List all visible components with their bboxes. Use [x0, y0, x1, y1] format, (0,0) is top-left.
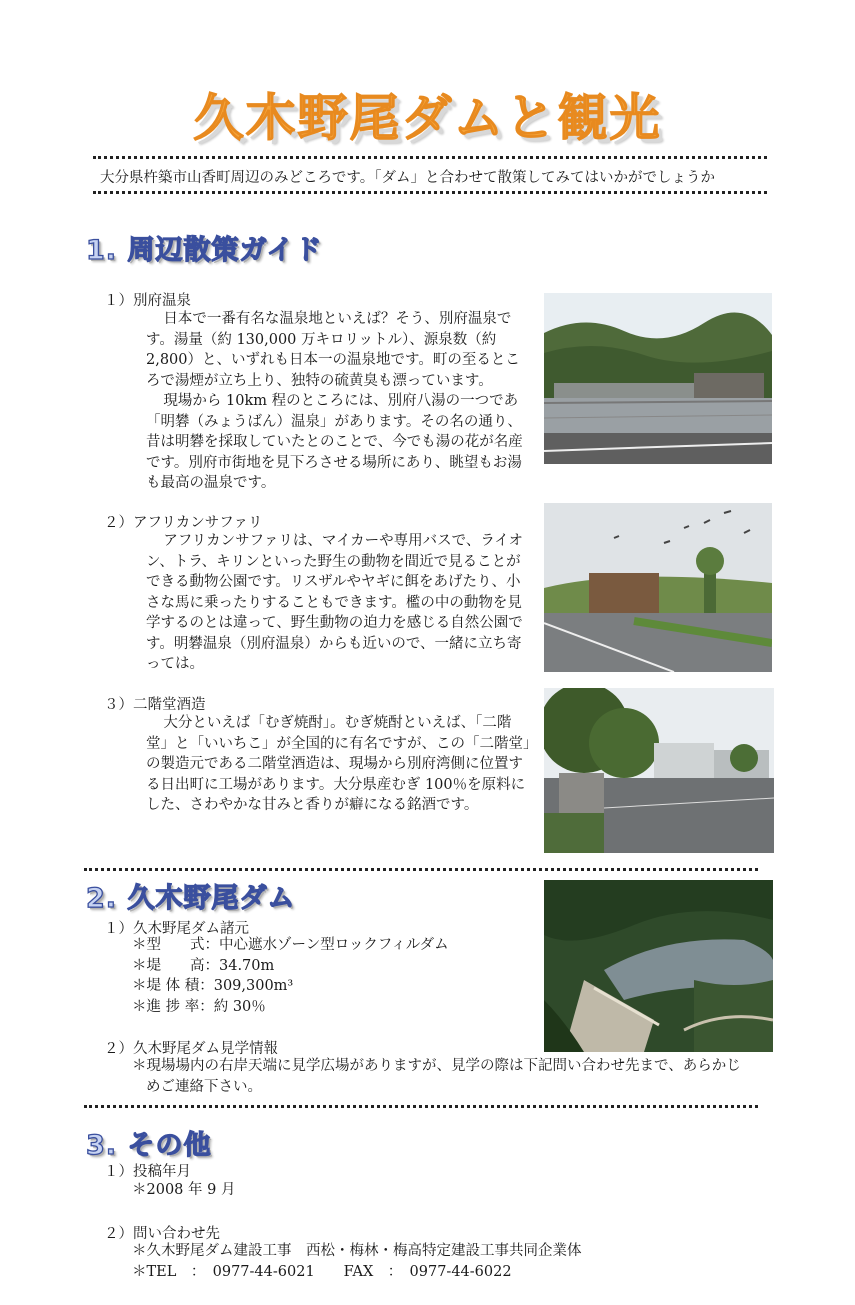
specs-title: １）久木野尾ダム諸元	[104, 921, 249, 937]
divider	[84, 868, 758, 871]
paragraph: アフリカンサファリは、マイカーや専用バスで、ライオン、トラ、キリンといった野生の動物を間近で見ることができる動物公園です。リスザルやヤギに餌をあげたり、小さな馬に乗ったりすることもできます。檻の中の動物を見学するのとは違って、野生動物の迫力を感じる自然公園です。明礬温泉（別府温泉）からも近いので、一緒に立ち寄っては。	[146, 533, 523, 672]
paragraph: 大分といえば「むぎ焼酎」。むぎ焼酎といえば、「二階堂」と「いいちこ」が全国的に有名ですが、この「二階堂」の製造元である二階堂酒造は、現場から別府湾側に位置する日出町に工場があります。大分県産むぎ 100％を原料にした、さわやかな甘みと香りが癖になる銘酒です。	[146, 715, 531, 813]
contact-org: ＊久木野尾ダム建設工事 西松・梅林・梅高特定建設工事共同企業体	[132, 1243, 582, 1259]
spec-item: ＊進 捗 率：約 30％	[132, 998, 266, 1015]
posted-title: １）投稿年月	[104, 1164, 191, 1180]
paragraph: 日本で一番有名な温泉地といえば？そう、別府温泉です。湯量（約 130,000 万キロリットル）、源泉数（約 2,800）と、いずれも日本一の温泉地です。町の至るところで湯煙が立ち上り、独特の硫黄臭も漂っています。	[146, 311, 520, 389]
spec-item: ＊堤 高：34.70m	[132, 957, 275, 974]
spec-list	[132, 935, 449, 1017]
section-heading-other: 3. その他	[86, 1130, 212, 1161]
item-text-safari	[146, 531, 531, 675]
item-title-beppu: １）別府温泉	[104, 293, 191, 309]
page-title: 久木野尾ダムと観光	[193, 89, 662, 147]
photo-beppu-onsen	[544, 293, 772, 464]
item-title-safari: ２）アフリカンサファリ	[104, 515, 263, 531]
spec-item: ＊堤 体 積：309,300m³	[132, 978, 294, 994]
section-heading-dam: 2. 久木野尾ダム	[86, 883, 296, 914]
photo-dam-aerial	[544, 880, 773, 1052]
divider	[84, 1105, 758, 1108]
tour-title: ２）久木野尾ダム見学情報	[104, 1041, 278, 1057]
posted-value: ＊2008 年 9 月	[132, 1182, 236, 1198]
item-text-beppu	[146, 309, 531, 494]
photo-african-safari	[544, 503, 772, 672]
tour-line: ＊現場場内の右岸天端に見学広場がありますが、見学の際は下記問い合わせ先まで、あらかじ	[132, 1058, 741, 1074]
tour-info	[132, 1056, 741, 1097]
section-heading-guide: 1. 周辺散策ガイド	[86, 235, 323, 266]
photo-nikaido-brewery	[544, 688, 774, 853]
item-text-nikaido	[146, 713, 531, 816]
intro-text: 大分県杵築市山香町周辺のみどころです。「ダム」と合わせて散策してみてはいかがでしょうか	[100, 170, 715, 186]
spec-item: ＊型 式：中心遮水ゾーン型ロックフィルダム	[132, 937, 449, 953]
paragraph: 現場から 10km 程のところには、別府八湯の一つであ「明礬（みょうばん）温泉」があります。その名の通り、昔は明礬を採取していたとのことで、今でも湯の花が名産です。別府市街地を見下ろさせる場所にあり、眺望もお湯も最高の温泉です。	[146, 393, 523, 491]
tour-line: めご連絡下さい。	[146, 1078, 262, 1095]
item-title-nikaido: ３）二階堂酒造	[104, 697, 206, 713]
contact-title: ２）問い合わせ先	[104, 1226, 220, 1242]
contact-tel: ＊TEL ： 0977-44-6021 FAX ： 0977-44-6022	[132, 1264, 512, 1280]
divider	[93, 156, 767, 159]
divider	[93, 191, 767, 194]
